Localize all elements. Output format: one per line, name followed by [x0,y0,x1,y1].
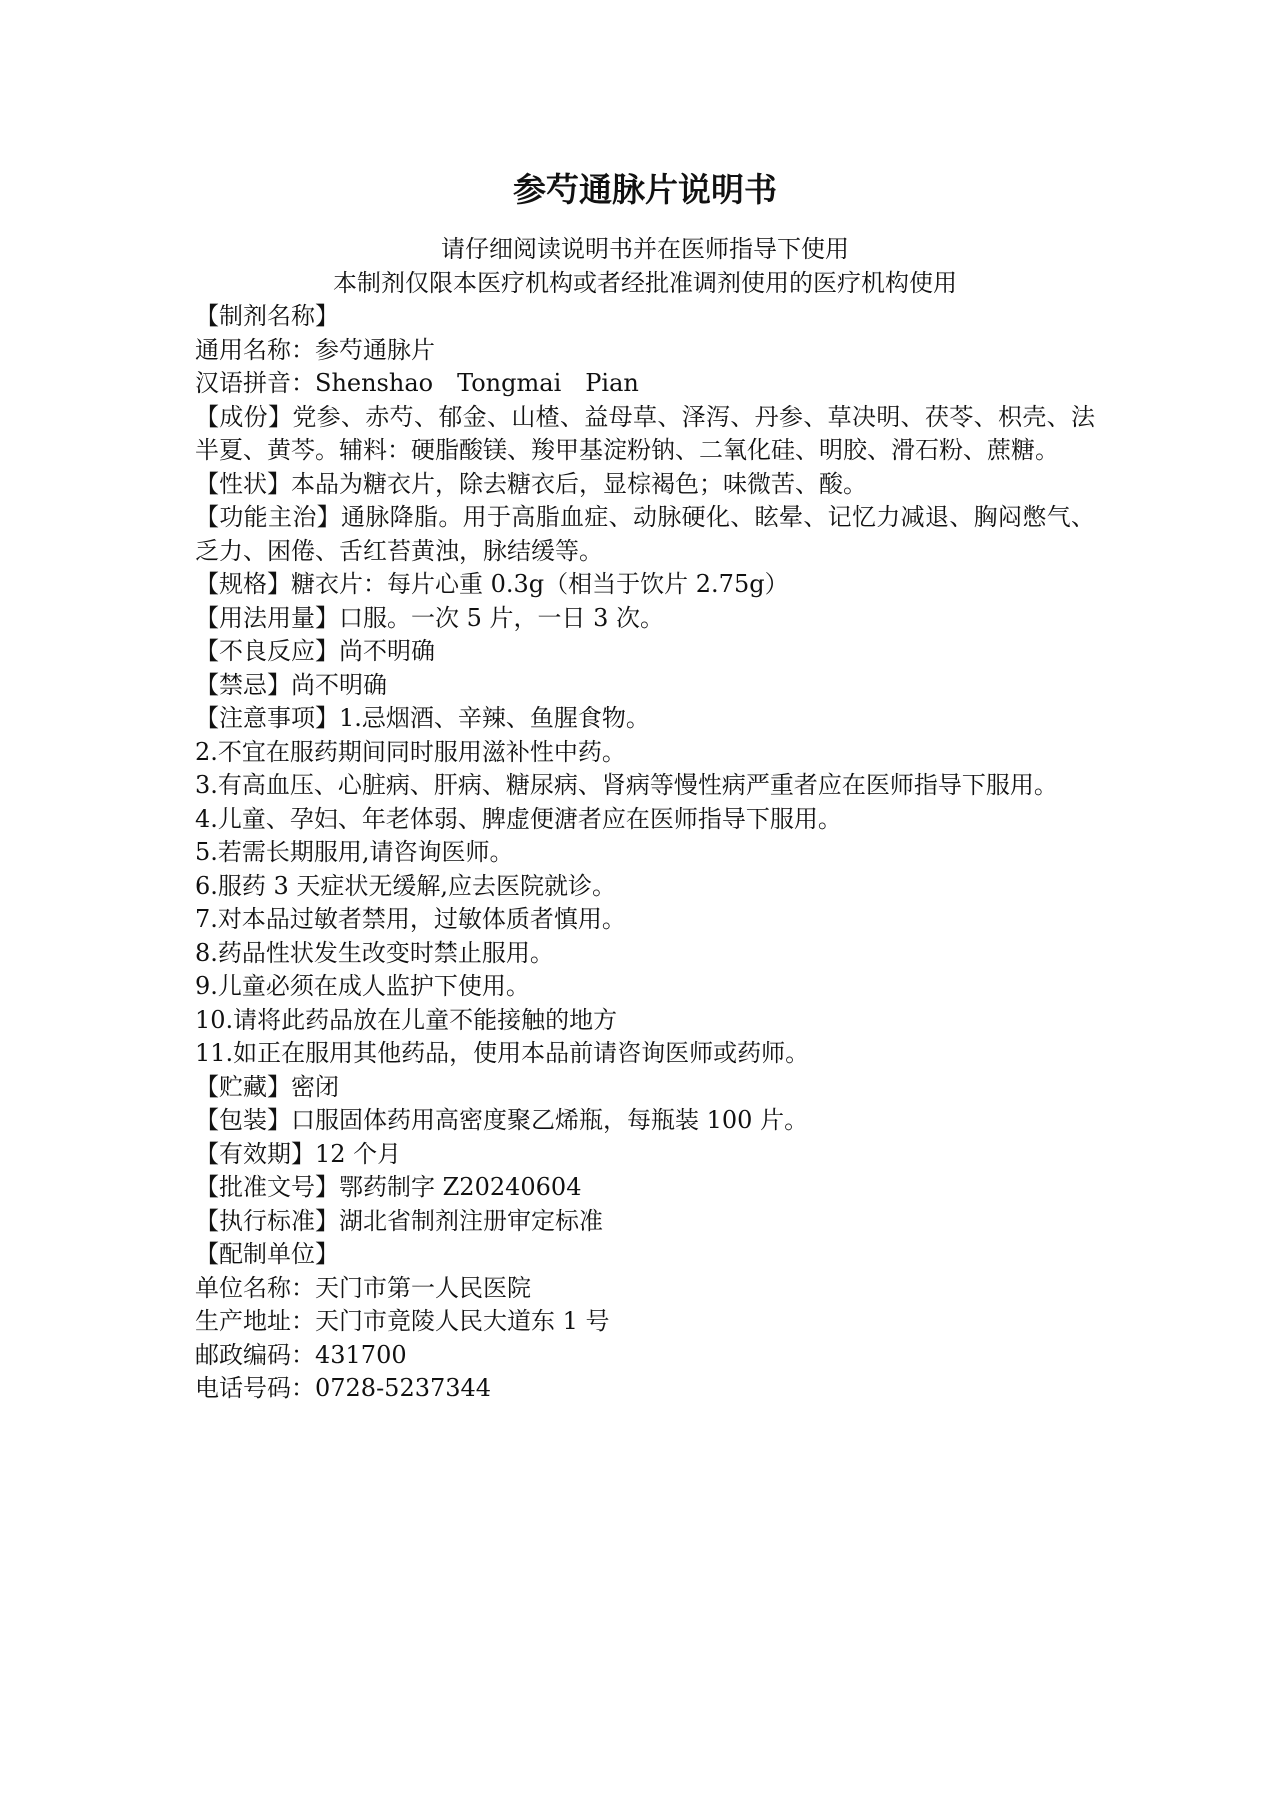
precaution-item-1: 【注意事项】1.忌烟酒、辛辣、鱼腥食物。 [195,704,650,732]
precaution-item-9: 9.儿童必须在成人监护下使用。 [195,972,530,1000]
precaution-item-8: 8.药品性状发生改变时禁止服用。 [195,938,554,967]
pinyin-line: 汉语拼音：Shenshao Tongmai Pian [195,369,639,397]
ingredients-paragraph: 【成份】党参、赤芍、郁金、山楂、益母草、泽泻、丹参、草决明、茯苓、枳壳、法半夏、黄芩。辅料：硬脂酸镁、羧甲基淀粉钠、二氧化硅、明胶、滑石粉、蔗糖。 [195,402,1095,464]
approval-number-line: 【批准文号】鄂药制字 Z20240604 [195,1173,582,1201]
standard-line: 【执行标准】湖北省制剂注册审定标准 [195,1206,603,1235]
contraindications-line: 【禁忌】尚不明确 [195,670,387,699]
precaution-item-5: 5.若需长期服用,请咨询医师。 [195,838,514,866]
subtitle-restriction-notice: 本制剂仅限本医疗机构或者经批准调剂使用的医疗机构使用 [333,269,957,297]
manufacturer-address-line: 生产地址：天门市竟陵人民大道东 1 号 [195,1307,610,1335]
description-paragraph: 【性状】本品为糖衣片，除去糖衣后，显棕褐色；味微苦、酸。 [195,469,867,498]
packaging-line: 【包装】口服固体药用高密度聚乙烯瓶，每瓶装 100 片。 [195,1106,809,1134]
precaution-item-11: 11.如正在服用其他药品，使用本品前请咨询医师或药师。 [195,1039,810,1067]
precaution-item-4: 4.儿童、孕妇、年老体弱、脾虚便溏者应在医师指导下服用。 [195,804,842,833]
document-page [195,168,1095,1406]
precaution-item-3: 3.有高血压、心脏病、肝病、糖尿病、肾病等慢性病严重者应在医师指导下服用。 [195,771,1058,799]
precaution-item-6: 6.服药 3 天症状无缓解,应去医院就诊。 [195,871,617,900]
manufacturer-name-line: 单位名称：天门市第一人民医院 [195,1273,531,1302]
specification-line: 【规格】糖衣片：每片心重 0.3g（相当于饮片 2.75g） [195,570,789,598]
precaution-item-7: 7.对本品过敏者禁用，过敏体质者慎用。 [195,905,626,933]
indications-paragraph: 【功能主治】通脉降脂。用于高脂血症、动脉硬化、眩晕、记忆力减退、胸闷憋气、乏力、困倦、舌红苔黄浊，脉结缓等。 [195,503,1095,565]
phone-number-line: 电话号码：0728-5237344 [195,1374,492,1402]
section-heading-manufacturer: 【配制单位】 [195,1240,339,1268]
precaution-item-2: 2.不宜在服药期间同时服用滋补性中药。 [195,737,626,766]
adverse-reactions-line: 【不良反应】尚不明确 [195,637,435,665]
section-heading-preparation-name: 【制剂名称】 [195,302,339,330]
storage-line: 【贮藏】密闭 [195,1072,339,1101]
document-title: 参芍通脉片说明书 [513,170,777,209]
postal-code-line: 邮政编码：431700 [195,1340,407,1369]
dosage-line: 【用法用量】口服。一次 5 片，一日 3 次。 [195,603,665,632]
precaution-item-10: 10.请将此药品放在儿童不能接触的地方 [195,1005,618,1034]
generic-name-line: 通用名称：参芍通脉片 [195,335,435,364]
shelf-life-line: 【有效期】12 个月 [195,1139,402,1168]
subtitle-usage-notice: 请仔细阅读说明书并在医师指导下使用 [441,235,849,263]
